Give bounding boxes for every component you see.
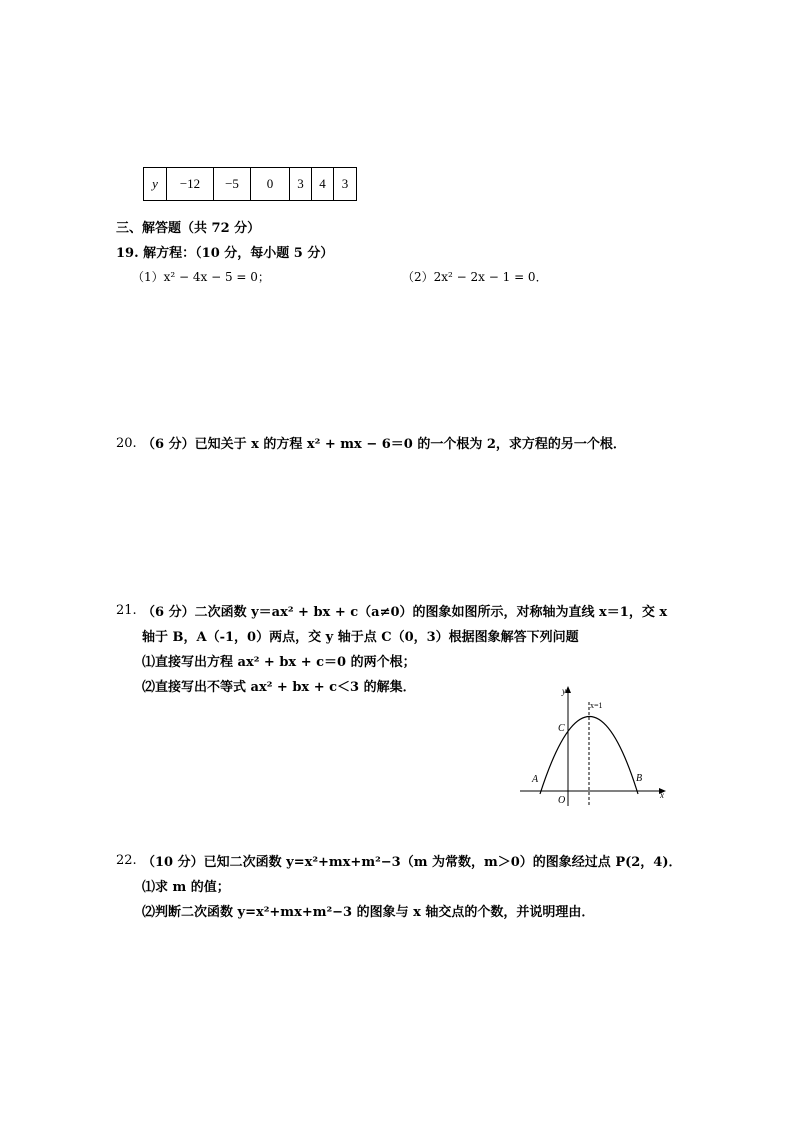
q21-line2: 轴于 B，A（-1，0）两点，交 y 轴于点 C（0，3）根据图象解答下列问题	[142, 630, 579, 645]
point-a-label: A	[532, 774, 539, 785]
q22-part2: ⑵判断二次函数 y=x²+mx+m²−3 的图象与 x 轴交点的个数，并说明理由．	[142, 905, 595, 920]
q21-part1: ⑴直接写出方程 ax² + bx + c＝0 的两个根；	[142, 655, 416, 670]
table-cell: 3	[290, 168, 312, 201]
q22-line1: （10 分）已知二次函数 y=x²+mx+m²−3（m 为常数，m＞0）的图象经过点 P(2，4)．	[142, 855, 682, 870]
q20-text: （6 分）已知关于 x 的方程 x² + mx − 6＝0 的一个根为 2，求方程的另一个根．	[142, 437, 626, 452]
parabola-graph	[520, 682, 670, 807]
table-cell: 3	[334, 168, 357, 201]
y-axis-label: y	[562, 686, 566, 696]
q20-number: 20.	[116, 436, 137, 451]
q19-part1: （1）x² − 4x − 5 = 0；	[132, 270, 270, 284]
table-cell: −5	[214, 168, 251, 201]
origin-label: O	[558, 795, 566, 806]
table-label-cell: y	[144, 168, 167, 201]
point-c-label: C	[558, 723, 565, 734]
q21-number: 21.	[116, 603, 137, 618]
point-b-label: B	[636, 773, 643, 784]
q21-part2: ⑵直接写出不等式 ax² + bx + c＜3 的解集．	[142, 680, 416, 695]
table-row	[144, 168, 357, 201]
q22-number: 22.	[116, 853, 137, 868]
table-cell: −12	[167, 168, 214, 201]
q22-part1: ⑴求 m 的值；	[142, 880, 230, 895]
table-cell: 4	[312, 168, 334, 201]
section-title: 三、解答题（共 72 分）	[116, 221, 261, 236]
values-table	[143, 167, 357, 201]
table-cell: 0	[251, 168, 290, 201]
symmetry-label: x=1	[590, 701, 603, 710]
q19-title: 19. 解方程：（10 分，每小题 5 分）	[116, 246, 334, 261]
x-axis-label: x	[660, 790, 664, 800]
q19-part2: （2）2x² − 2x − 1 = 0．	[402, 270, 548, 284]
q21-line1: （6 分）二次函数 y＝ax² + bx + c（a≠0）的图象如图所示，对称轴为直线 x＝1，交 x	[142, 605, 668, 620]
